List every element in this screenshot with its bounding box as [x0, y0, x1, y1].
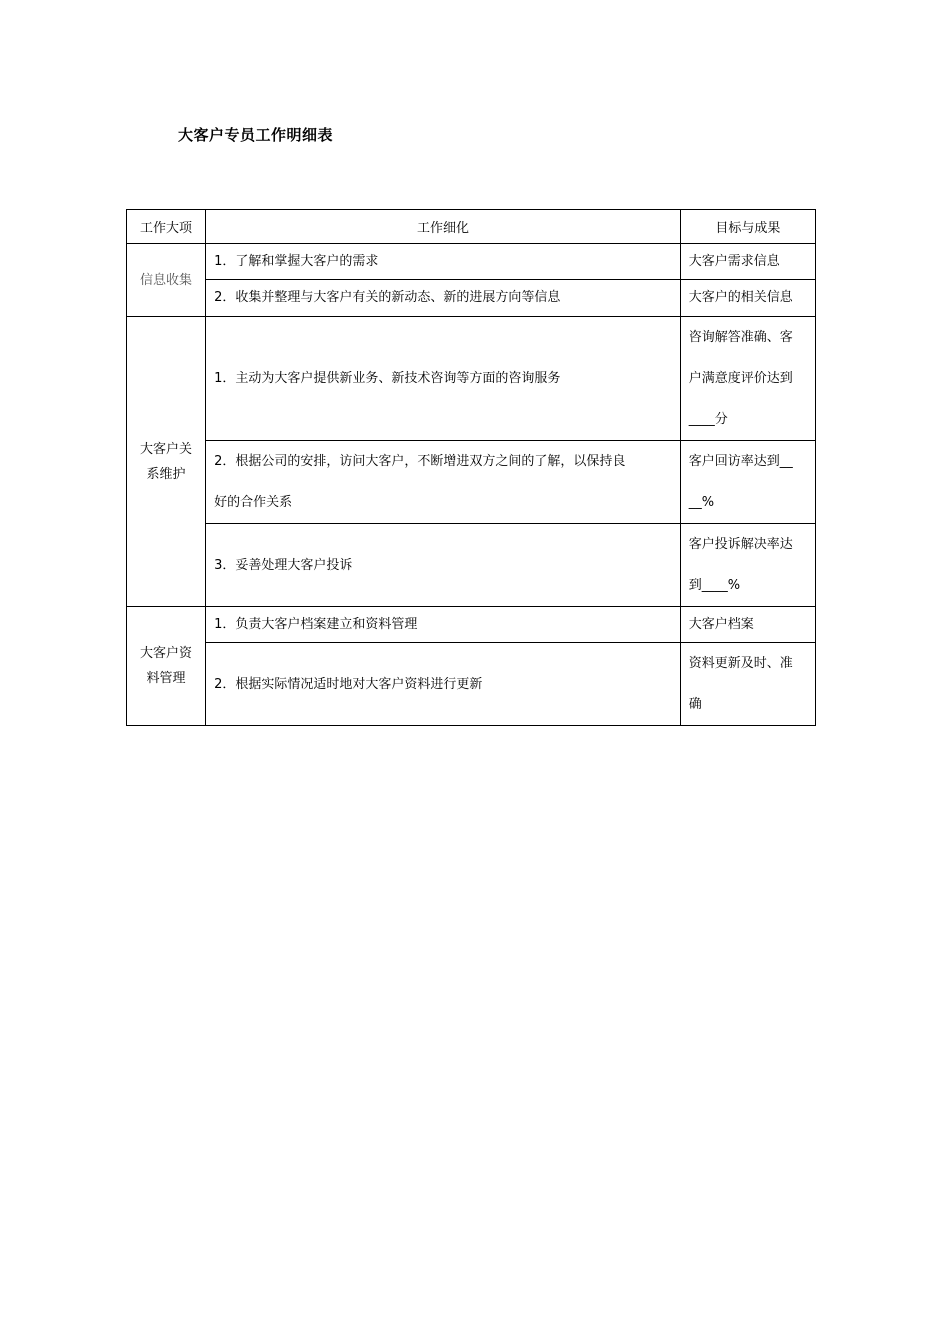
detail-line: 2．根据公司的安排，访问大客户，不断增进双方之间的了解，以保持良: [214, 454, 626, 469]
result-line: __%: [688, 495, 715, 510]
result-cell: [680, 441, 815, 524]
table-row: [127, 441, 816, 524]
detail-cell: [206, 441, 681, 524]
result-cell: [680, 643, 815, 726]
detail-cell: 1．主动为大客户提供新业务、新技术咨询等方面的咨询服务: [206, 317, 681, 441]
category-line: 大客户关: [140, 441, 193, 457]
category-line: 系维护: [146, 466, 186, 482]
header-category: 工作大项: [127, 210, 206, 244]
result-line: ____分: [688, 412, 728, 427]
result-line: 确: [688, 697, 702, 712]
result-cell: 大客户的相关信息: [680, 280, 815, 317]
table-row: [127, 607, 816, 643]
table-row: [127, 524, 816, 607]
result-cell: 大客户需求信息: [680, 244, 815, 280]
result-cell: [680, 524, 815, 607]
detail-cell: 2．收集并整理与大客户有关的新动态、新的进展方向等信息: [206, 280, 681, 317]
result-line: 客户回访率达到__: [688, 454, 793, 469]
detail-cell: 1．负责大客户档案建立和资料管理: [206, 607, 681, 643]
detail-cell: 3．妥善处理大客户投诉: [206, 524, 681, 607]
result-line: 咨询解答准确、客: [688, 330, 793, 345]
table-row: [127, 317, 816, 441]
table-row: [127, 643, 816, 726]
result-cell: [680, 317, 815, 441]
page-title: 大客户专员工作明细表: [178, 126, 334, 144]
result-line: 资料更新及时、准: [688, 656, 793, 671]
result-line: 客户投诉解决率达: [688, 537, 793, 552]
result-cell: 大客户档案: [680, 607, 815, 643]
table-row: [127, 280, 816, 317]
detail-cell: 1．了解和掌握大客户的需求: [206, 244, 681, 280]
category-line: 大客户资: [140, 646, 193, 661]
category-data-management: [127, 607, 206, 726]
category-line: 料管理: [146, 671, 186, 686]
header-detail: 工作细化: [206, 210, 681, 244]
category-info-collection: 信息收集: [127, 244, 206, 317]
table-header-row: [127, 210, 816, 244]
header-result: 目标与成果: [680, 210, 815, 244]
result-line: 户满意度评价达到: [688, 371, 793, 386]
detail-cell: 2．根据实际情况适时地对大客户资料进行更新: [206, 643, 681, 726]
work-detail-table: [126, 209, 816, 726]
result-line: 到____%: [688, 578, 741, 593]
table-row: [127, 244, 816, 280]
category-relationship: [127, 317, 206, 607]
detail-line: 好的合作关系: [214, 495, 293, 510]
